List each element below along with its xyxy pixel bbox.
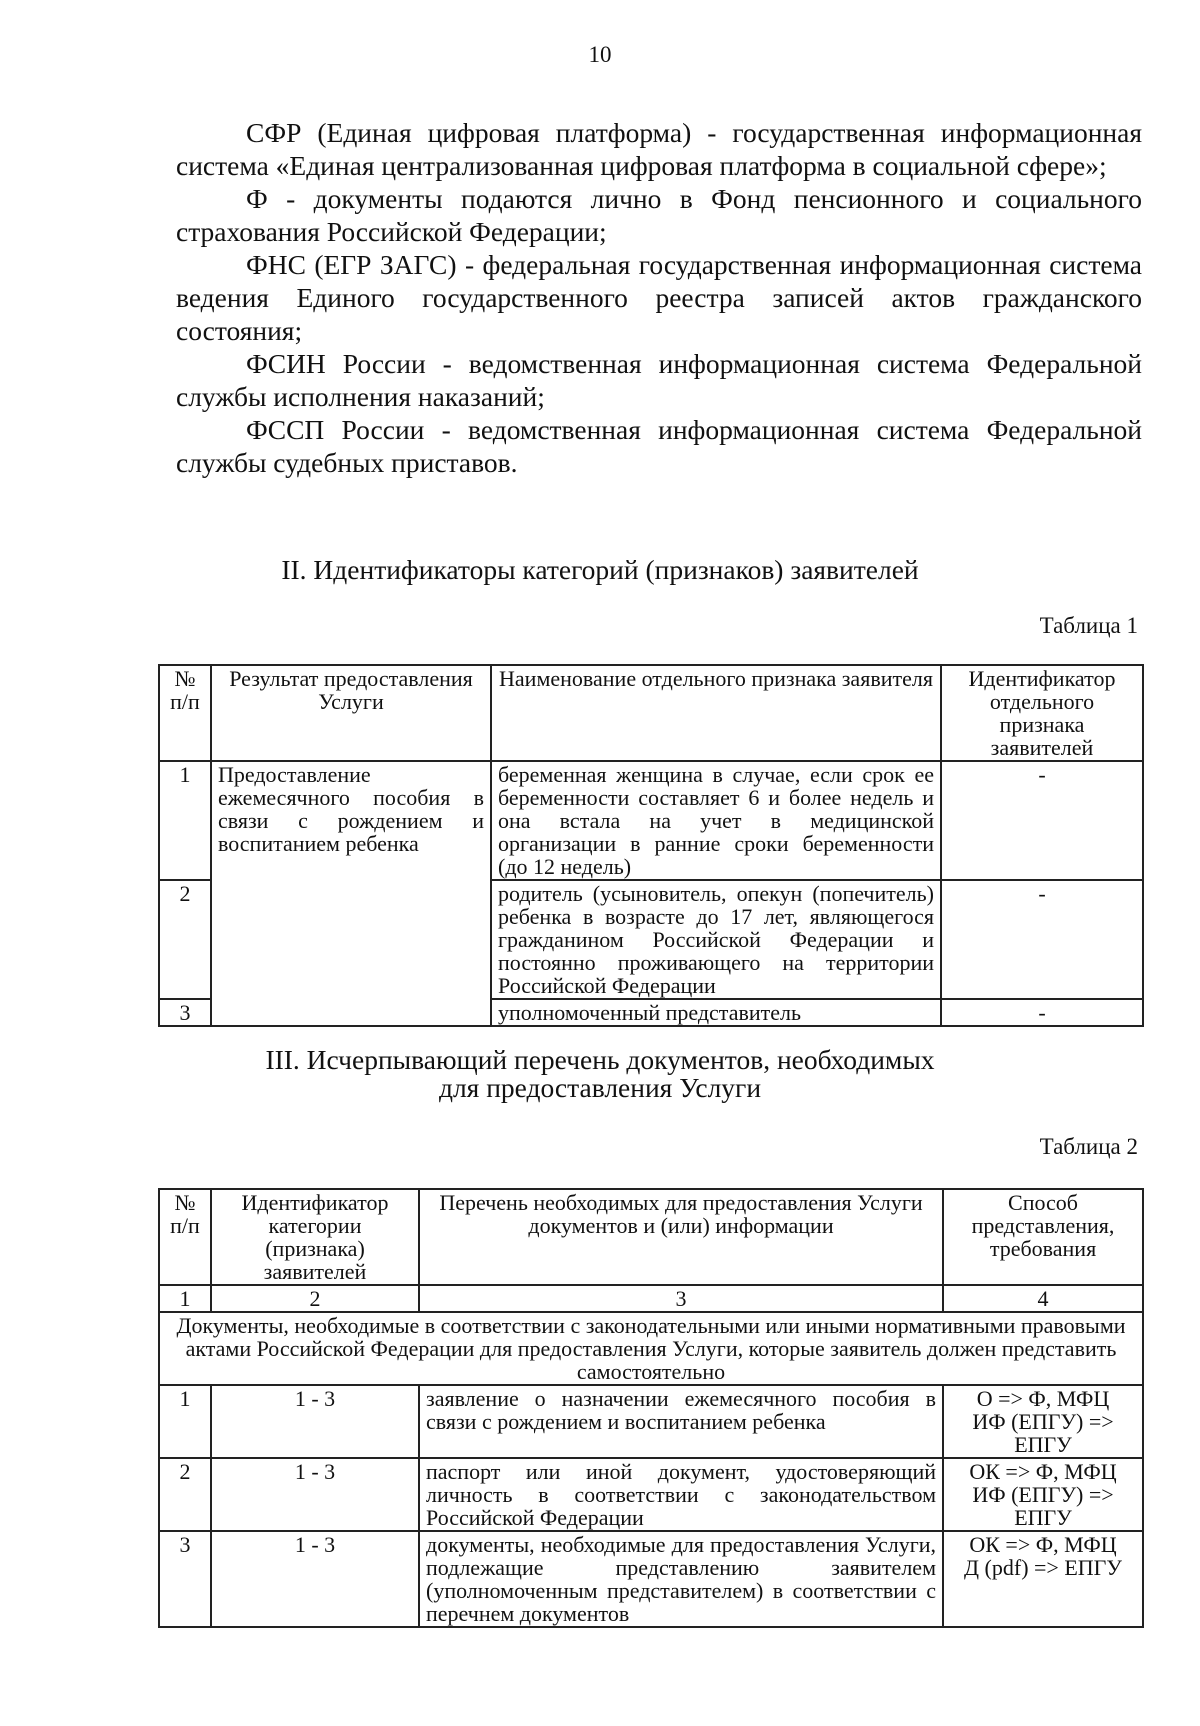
row-number: 1: [159, 761, 211, 880]
method-line: ЕПГУ: [1014, 1432, 1072, 1457]
feature-id-cell: -: [941, 999, 1143, 1026]
page-number: 10: [588, 42, 612, 67]
category-cell: 1 - 3: [211, 1385, 419, 1458]
section-3-title-line-1: III. Исчерпывающий перечень документов, необходимых: [265, 1044, 935, 1075]
method-line: Д (pdf) => ЕПГУ: [964, 1555, 1122, 1580]
method-cell: [943, 1385, 1143, 1458]
definition-paragraph: ФСИН России - ведомственная информационная система Федеральной службы исполнения наказаний;: [176, 348, 1142, 412]
feature-id-cell: -: [941, 880, 1143, 999]
definition-paragraph: ФНС (ЕГР ЗАГС) - федеральная государственная информационная система ведения Единого государственного реестра записей актов гражданского состояния;: [176, 249, 1142, 346]
document-cell: заявление о назначении ежемесячного пособия в связи с рождением и воспитанием ребенка: [419, 1385, 943, 1458]
row-number: 3: [159, 1531, 211, 1627]
abbreviation-definitions: [176, 116, 1142, 479]
applicant-feature-cell: родитель (усыновитель, опекун (попечитель) ребенка в возрасте до 17 лет, являющегося гражданином Российской Федерации и постоянно проживающего на территории Российской Федерации: [491, 880, 941, 999]
method-line: ЕПГУ: [1014, 1505, 1072, 1530]
header-cell: Способ представления, требования: [943, 1189, 1143, 1285]
feature-id-cell: -: [941, 761, 1143, 880]
header-cell: Идентификатор категории (признака) заявителей: [211, 1189, 419, 1285]
table-row: [159, 1531, 1143, 1627]
definition-paragraph: Ф - документы подаются лично в Фонд пенсионного и социального страхования Российской Федерации;: [176, 183, 1142, 247]
definition-paragraph: ФССП России - ведомственная информационная система Федеральной службы судебных приставов.: [176, 414, 1142, 478]
table-row: [159, 1385, 1143, 1458]
header-cell: Перечень необходимых для предоставления Услуги документов и (или) информации: [419, 1189, 943, 1285]
row-number: 2: [159, 880, 211, 999]
section-3-title-line-2: для предоставления Услуги: [438, 1072, 762, 1103]
header-cell: № п/п: [159, 665, 211, 761]
header-cell: Идентификатор отдельного признака заявителей: [941, 665, 1143, 761]
applicant-feature-cell: беременная женщина в случае, если срок ее беременности составляет 6 и более недель и она встала на учет в медицинской организации в ранние сроки беременности (до 12 недель): [491, 761, 941, 880]
row-number: 1: [159, 1385, 211, 1458]
table-row: [159, 1458, 1143, 1531]
table-header-row: [159, 1189, 1143, 1285]
column-number-row: [159, 1285, 1143, 1312]
header-cell: № п/п: [159, 1189, 211, 1285]
document-cell: паспорт или иной документ, удостоверяющий личность в соответствии с законодательством Российской Федерации: [419, 1458, 943, 1531]
header-cell: Наименование отдельного признака заявителя: [491, 665, 941, 761]
method-cell: [943, 1458, 1143, 1531]
category-cell: 1 - 3: [211, 1458, 419, 1531]
category-cell: 1 - 3: [211, 1531, 419, 1627]
table-1-caption: Таблица 1: [1039, 613, 1138, 638]
document-cell: документы, необходимые для предоставления Услуги, подлежащие представлению заявителем (уполномоченным представителем) в соответствии с перечнем документов: [419, 1531, 943, 1627]
method-line: ИФ (ЕПГУ) =>: [972, 1409, 1114, 1434]
method-line: ОК => Ф, МФЦ: [969, 1459, 1117, 1484]
column-number: 3: [419, 1285, 943, 1312]
service-result-cell: Предоставление ежемесячного пособия в связи с рождением и воспитанием ребенка: [211, 761, 491, 1026]
table-header-row: [159, 665, 1143, 761]
definition-paragraph: СФР (Единая цифровая платформа) - государственная информационная система «Единая централизованная цифровая платформа в социальной сфере»;: [176, 117, 1142, 181]
table-row: [159, 761, 1143, 880]
method-cell: [943, 1531, 1143, 1627]
row-number: 2: [159, 1458, 211, 1531]
applicant-feature-cell: уполномоченный представитель: [491, 999, 941, 1026]
column-number: 4: [943, 1285, 1143, 1312]
header-cell: Результат предоставления Услуги: [211, 665, 491, 761]
method-line: ОК => Ф, МФЦ: [969, 1532, 1117, 1557]
required-documents-table: [158, 1188, 1144, 1628]
method-line: ИФ (ЕПГУ) =>: [972, 1482, 1114, 1507]
group-title-row: [159, 1312, 1143, 1385]
section-2-title: II. Идентификаторы категорий (признаков) заявителей: [281, 554, 919, 585]
table-2-caption: Таблица 2: [1039, 1134, 1138, 1159]
row-number: 3: [159, 999, 211, 1026]
column-number: 2: [211, 1285, 419, 1312]
group-title: Документы, необходимые в соответствии с законодательными или иными нормативными правовыми актами Российской Федерации для предоставления Услуги, которые заявитель должен представить самостоятельно: [159, 1312, 1143, 1385]
column-number: 1: [159, 1285, 211, 1312]
applicant-categories-table: [158, 664, 1144, 1027]
method-line: О => Ф, МФЦ: [976, 1386, 1110, 1411]
